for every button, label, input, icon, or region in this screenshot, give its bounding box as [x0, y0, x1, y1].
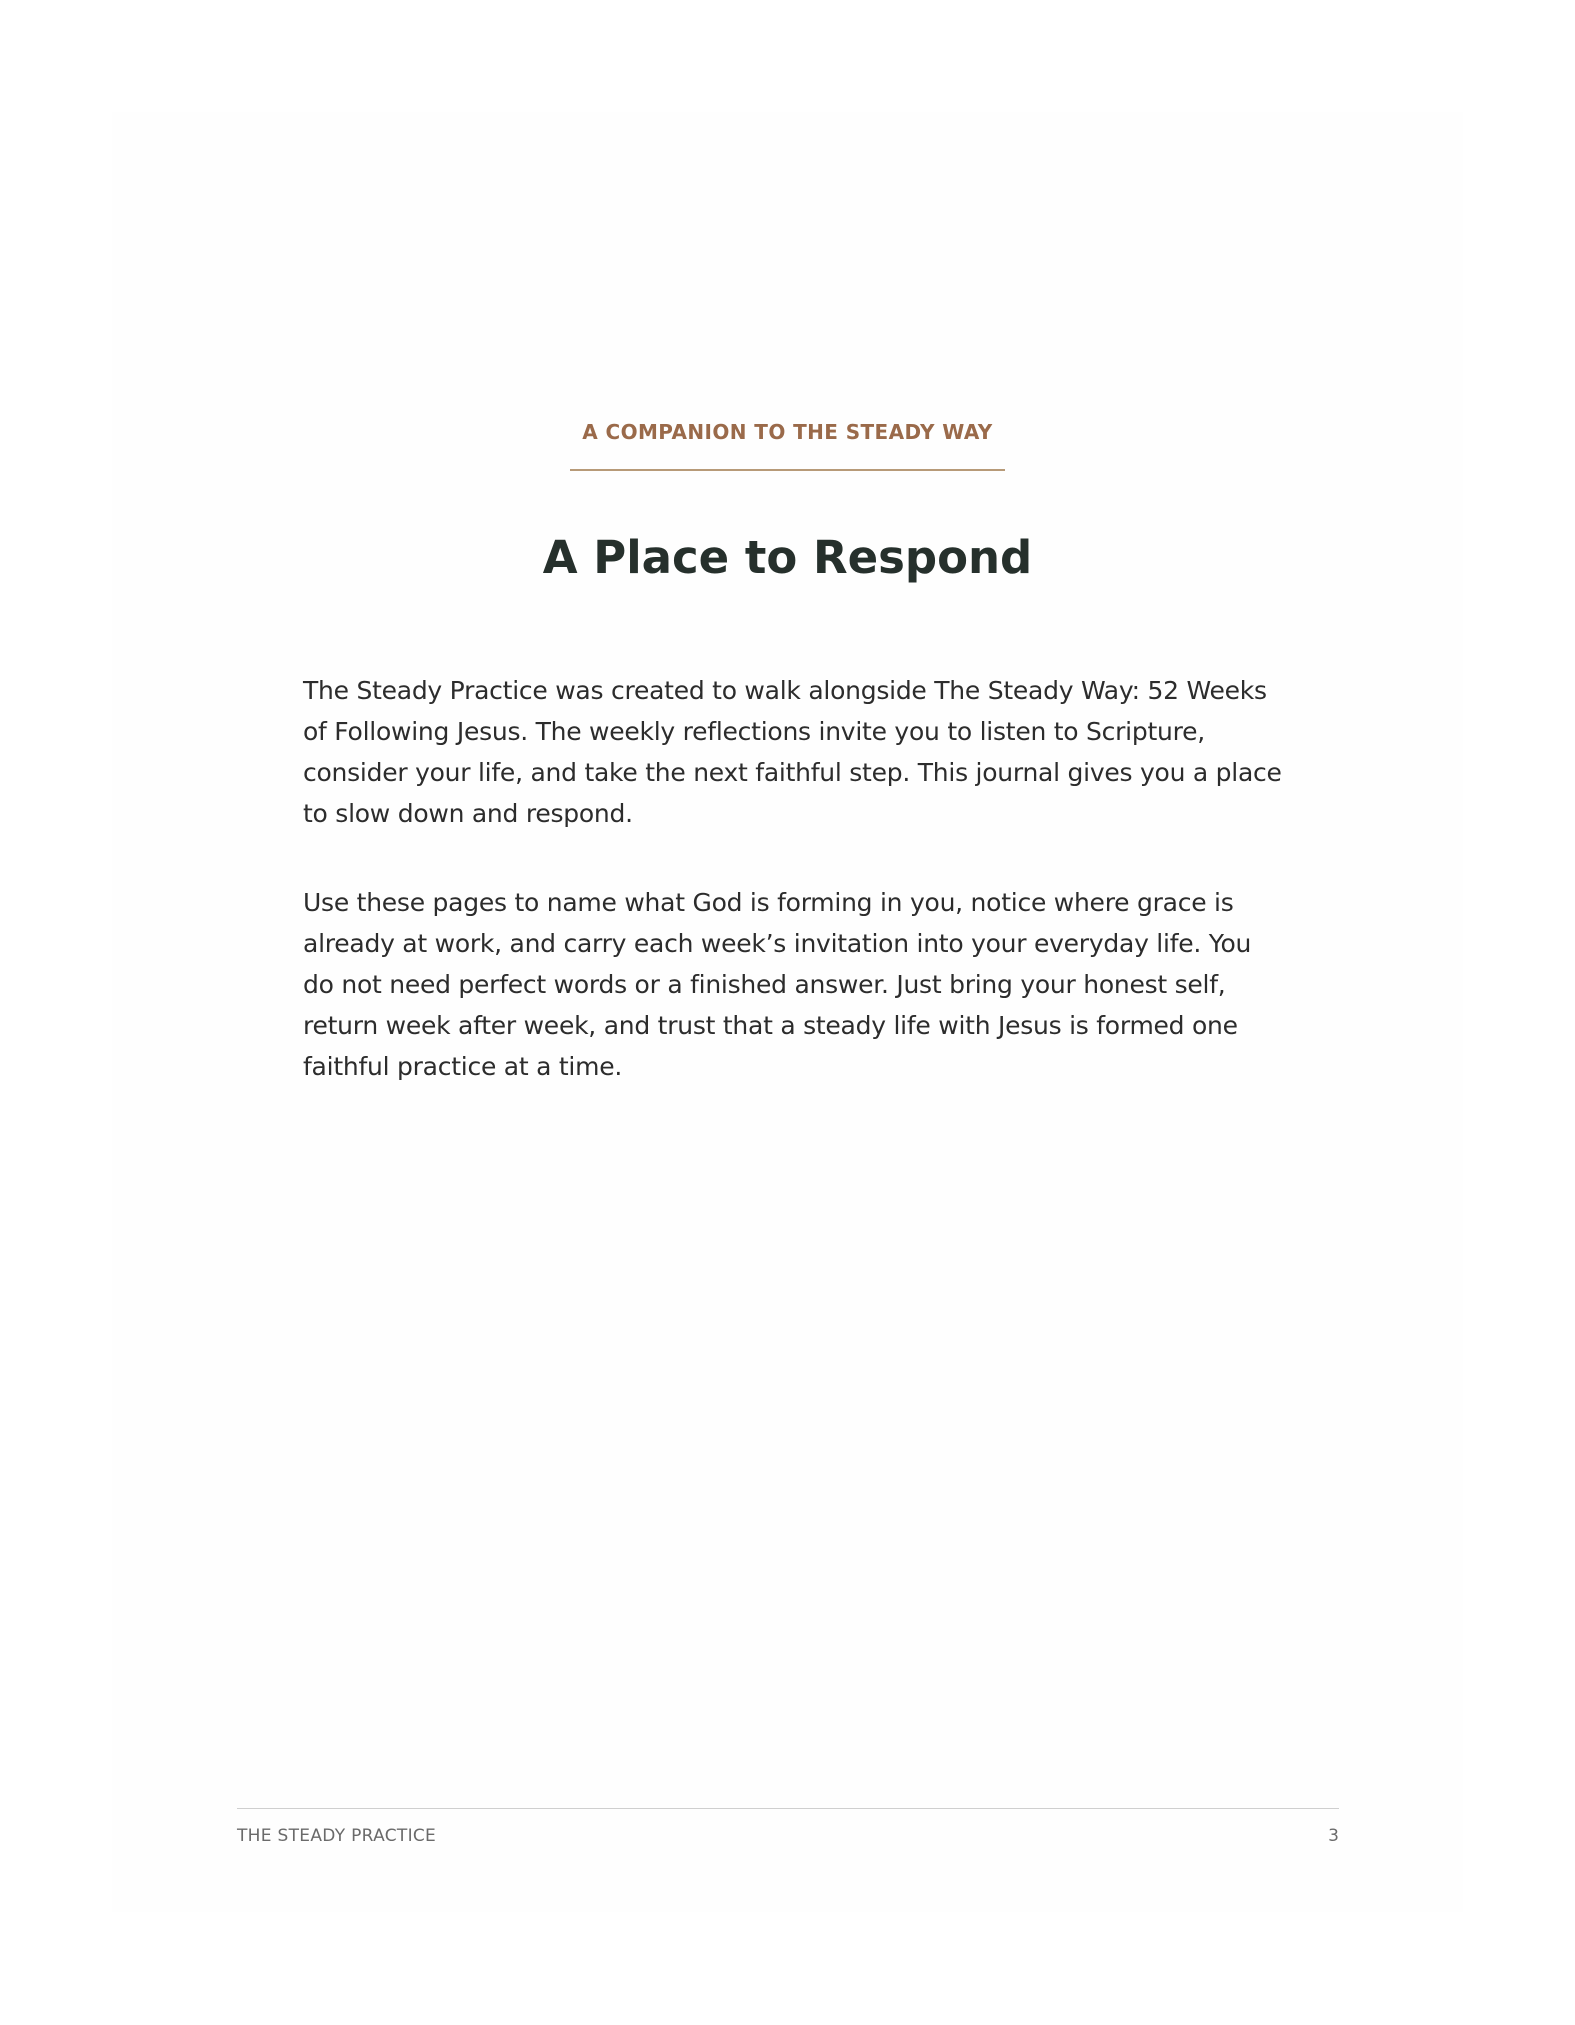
page-title: A Place to Respond — [542, 531, 1033, 584]
footer-divider — [237, 1808, 1339, 1809]
paragraph-invitation: Use these pages to name what God is forming in you, notice where grace is already at work, and carry each week’s invitation into your everyday life. You do not need perfect words or a finished answer. Just bring your honest self, return week after week, and trust that a steady life with Jesus is formed one faithful practice at a time. — [303, 888, 1252, 1081]
eyebrow-label: A COMPANION TO THE STEADY WAY — [582, 420, 993, 444]
body-text — [303, 670, 1283, 1135]
paragraph-intro: The Steady Practice was created to walk alongside The Steady Way: 52 Weeks of Following Jesus. The weekly reflections invite you to listen to Scripture, consider your life, and take the next faithful step. This journal gives you a place to slow down and respond. — [303, 676, 1282, 828]
eyebrow-divider — [570, 469, 1005, 471]
footer-running-title: THE STEADY PRACTICE — [237, 1826, 437, 1846]
page-number: 3 — [1328, 1826, 1339, 1846]
